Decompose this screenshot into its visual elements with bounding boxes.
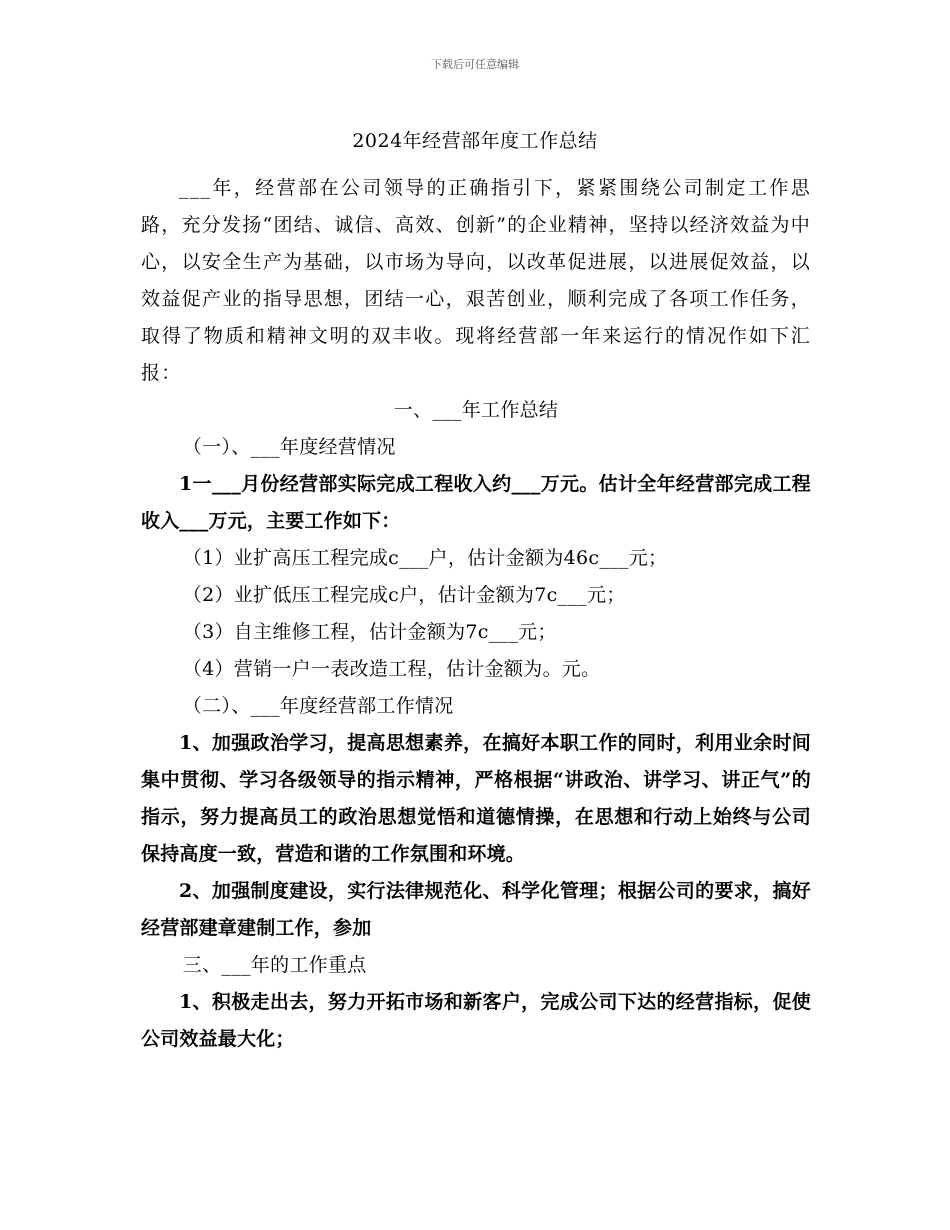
section-heading-3: 三、___年的工作重点 (182, 954, 367, 976)
document-title: 2024年经营部年度工作总结 (352, 130, 598, 152)
subsection-2-paragraph-1: 1、加强政治学习，提高思想素养，在搞好本职工作的同时，利用业余时间集中贯彻、学习各级领导的指示精神，严格根据“讲政治、讲学习、讲正气”的指示，努力提高员工的政治思想觉悟和道德情操，在思想和行动上始终与公司保持高度一致，营造和谐的工作氛围和环境。 (141, 732, 811, 865)
subsection-1-paragraph: 1一___月份经营部实际完成工程收入约___万元。估计全年经营部完成工程收入___万元，主要工作如下： (141, 473, 811, 532)
page-header-note: 下载后可任意编辑 (431, 58, 519, 71)
intro-paragraph: ___年，经营部在公司领导的正确指引下，紧紧围绕公司制定工作思路，充分发扬“团结、诚信、高效、创新”的企业精神，坚持以经济效益为中心，以安全生产为基础，以市场为导向，以改革促进展，以进展促效益，以效益促产业的指导思想，团结一心，艰苦创业，顺利完成了各项工作任务，取得了物质和精神文明的双丰收。现将经营部一年来运行的情况作如下汇报： (141, 177, 811, 384)
list-item-2: （2）业扩低压工程完成c户，估计金额为7c___元； (182, 584, 626, 606)
subsection-2-paragraph-2: 2、加强制度建设，实行法律规范化、科学化管理；根据公司的要求，搞好经营部建章建制工作，参加 (141, 880, 811, 939)
list-item-1: （1）业扩高压工程完成c___户，估计金额为46c___元； (182, 547, 668, 569)
list-item-4: （4）营销一户一表改造工程，估计金额为。元。 (182, 658, 601, 680)
document-body (141, 170, 811, 1058)
section-3-paragraph-1: 1、积极走出去，努力开拓市场和新客户，完成公司下达的经营指标，促使公司效益最大化； (141, 991, 811, 1050)
subsection-heading-1: （一）、___年度经营情况 (182, 436, 396, 458)
subsection-heading-2: （二）、___年度经营部工作情况 (182, 695, 454, 717)
section-heading-1: 一、___年工作总结 (393, 399, 559, 421)
list-item-3: （3）自主维修工程，估计金额为7c___元； (182, 621, 557, 643)
